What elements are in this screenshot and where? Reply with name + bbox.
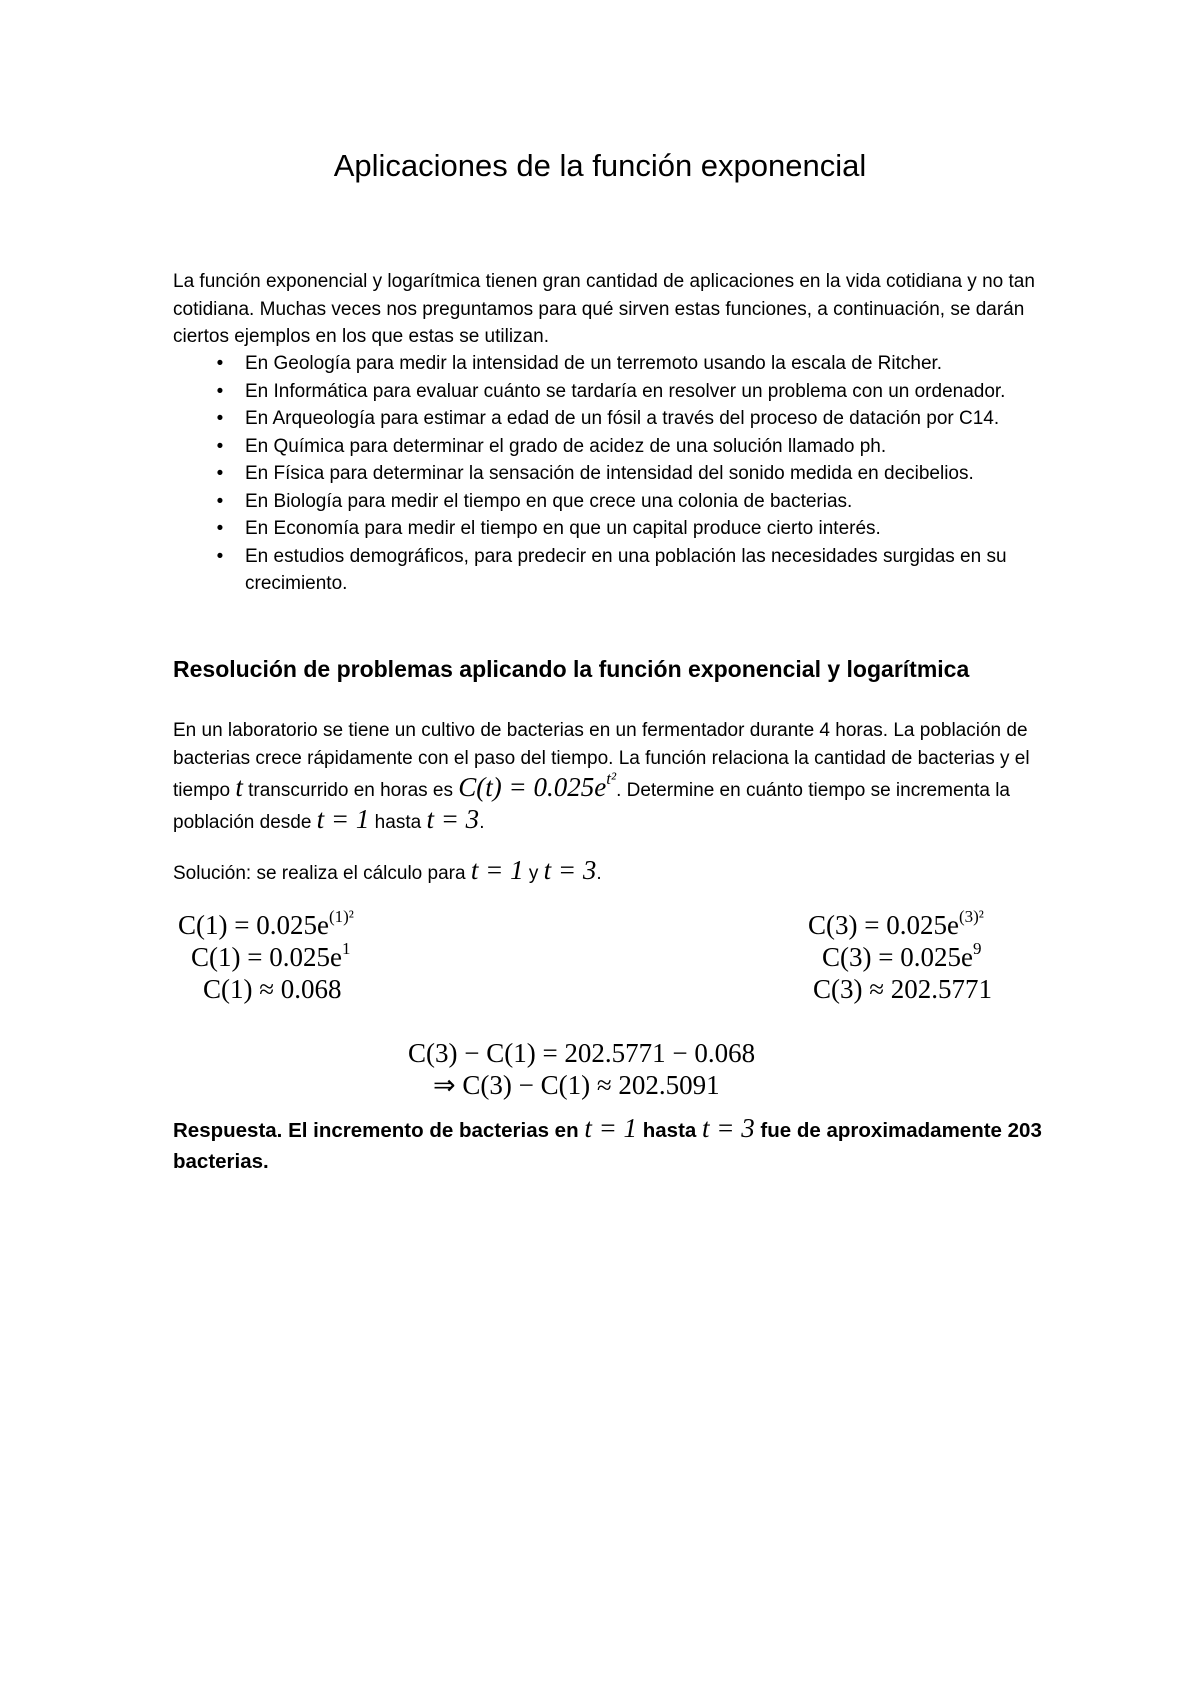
solution-text-part: y	[523, 863, 544, 884]
intro-paragraph	[173, 268, 1043, 351]
answer-text-part: fue de aproximadamente 203 bacterias.	[173, 1119, 1042, 1173]
list-item	[173, 543, 1043, 598]
math-formula	[458, 769, 617, 802]
calc-left-line-1	[178, 907, 354, 941]
math-expression: t = 1	[470, 855, 524, 885]
equation-exponent: (1)²	[328, 907, 354, 926]
list-item-text: En Informática para evaluar cuánto se tardaría en resolver un problema con un ordenador.	[245, 380, 1006, 402]
problem-text-part: transcurrido en horas es	[242, 780, 459, 801]
list-item-text: En Economía para medir el tiempo en que un capital produce cierto interés.	[245, 518, 881, 539]
list-item	[173, 378, 1043, 406]
bullet-icon: •	[216, 518, 224, 539]
list-item	[173, 515, 1043, 543]
problem-text-part: En un laboratorio se tiene un cultivo de bacterias en un fermentador durante 4 horas. La población de bacterias crece rápidamente con el paso del tiempo. La función relaciona la cantidad de bacterias y el tiempo	[173, 720, 1030, 801]
equation-base: C(3) = 0.025e	[808, 910, 959, 940]
problem-text-part: . Determine en cuánto tiempo se incrementa la población desde	[173, 780, 1010, 833]
difference-line-1: C(3) − C(1) = 202.5771 − 0.068	[408, 1038, 756, 1068]
applications-list	[173, 350, 1043, 598]
solution-text-part: .	[596, 863, 602, 884]
bullet-icon: •	[216, 545, 224, 567]
math-expression: t = 3	[702, 1113, 755, 1143]
solution-paragraph	[173, 857, 1043, 888]
bullet-icon: •	[216, 353, 224, 374]
answer-text-part: El incremento de bacterias en	[282, 1119, 585, 1142]
list-item-text: En Arqueología para estimar a edad de un fósil a través del proceso de datación por C14.	[245, 408, 1000, 429]
solution-text-part: Solución: se realiza el cálculo para	[173, 863, 471, 884]
equation-exponent: 1	[341, 939, 351, 958]
problem-paragraph	[173, 717, 1043, 837]
list-item	[173, 460, 1043, 488]
list-item-text: En Geología para medir la intensidad de un terremoto usando la escala de Ritcher.	[245, 353, 943, 374]
list-item	[173, 405, 1043, 433]
problem-text-part: .	[479, 812, 485, 833]
page-title: Aplicaciones de la función exponencial	[333, 148, 867, 183]
section-heading: Resolución de problemas aplicando la función exponencial y logarítmica	[173, 656, 970, 682]
math-expression: t = 1	[584, 1113, 638, 1143]
list-item	[173, 350, 1043, 378]
problem-text	[173, 717, 1043, 837]
problem-text-part: hasta	[369, 812, 427, 833]
math-expression: t = 1	[316, 804, 370, 834]
bullet-icon: •	[216, 408, 224, 429]
list-item-text: En estudios demográficos, para predecir en una población las necesidades surgidas en su crecimiento.	[245, 545, 1007, 594]
answer-text-part: hasta	[637, 1119, 702, 1142]
calc-left-line-2	[191, 939, 351, 973]
bullet-icon: •	[216, 380, 224, 402]
calc-right-line-3	[813, 974, 992, 1005]
math-expression: t = 3	[543, 855, 597, 885]
equation-base: C(1) ≈ 0.068	[203, 974, 342, 1004]
math-variable: t	[235, 772, 243, 802]
equation-exponent: (3)²	[958, 907, 984, 926]
bullet-icon: •	[216, 435, 224, 457]
list-item	[173, 433, 1043, 461]
equation-exponent: 9	[972, 939, 982, 958]
solution-text	[173, 857, 1043, 888]
calc-left-line-3	[203, 974, 342, 1005]
list-item-text: En Química para determinar el grado de acidez de una solución llamado ph.	[245, 435, 887, 457]
bullet-icon: •	[216, 490, 224, 512]
math-expression: t = 3	[426, 804, 480, 834]
equation-base: C(3) = 0.025e	[822, 942, 973, 972]
list-item-text: En Física para determinar la sensación de intensidad del sonido medida en decibelios.	[245, 463, 974, 484]
answer-label: Respuesta.	[173, 1119, 283, 1142]
equation-base: C(3) ≈ 202.5771	[813, 974, 993, 1004]
calc-right-line-1	[808, 907, 984, 941]
list-item-text: En Biología para medir el tiempo en que crece una colonia de bacterias.	[245, 490, 853, 512]
intro-text: La función exponencial y logarítmica tienen gran cantidad de aplicaciones en la vida cotidiana y no tan cotidiana. Muchas veces nos preguntamos para qué sirven estas funciones, a continuación, se darán ciertos ejemplos en los que estas se utilizan.	[173, 271, 1035, 347]
bullet-icon: •	[216, 463, 224, 484]
formula-base: C(t) = 0.025e	[458, 772, 607, 802]
calc-right-line-2	[822, 939, 982, 973]
formula-exponent: t²	[606, 769, 617, 788]
equation-base: C(1) = 0.025e	[178, 910, 329, 940]
list-item	[173, 488, 1043, 516]
difference-line-2: ⇒ C(3) − C(1) ≈ 202.5091	[433, 1070, 720, 1100]
answer-paragraph	[173, 1113, 1073, 1177]
equation-base: C(1) = 0.025e	[191, 942, 342, 972]
